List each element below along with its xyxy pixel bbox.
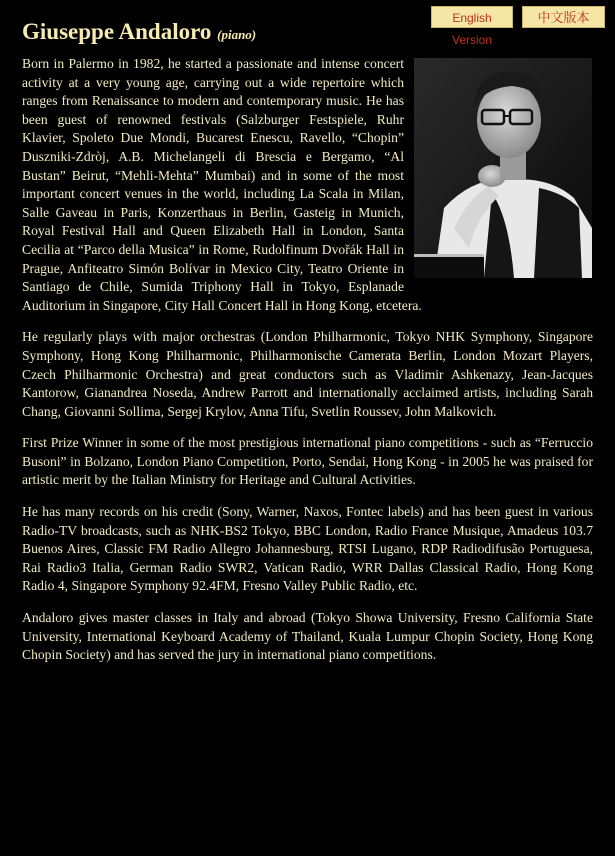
bio-paragraph-4: He has many records on his credit (Sony, Warner, Naxos, Fontec labels) and has been guest in various Radio-TV broadcasts, such as NHK-BS2 Tokyo, BBC London, Radio France Musique, Amadeus 103.7 Buenos Aires, Classic FM Radio Allegro Johannesburg, RTSI Lugano, RDP Radiodifusão Portuguesa, Rai Radio3 Italia, German Radio SWR2, Vatican Radio, WRR Dallas Classical Radio, Hong Kong Radio 4, Singapore Symphony 92.4FM, Fresno Valley Public Radio, etc. [22, 504, 593, 594]
english-version-button[interactable]: English Version [431, 6, 513, 28]
artist-photo [414, 58, 592, 278]
biography [22, 55, 593, 678]
bio-paragraph-1: Born in Palermo in 1982, he started a passionate and intense concert activity at a very young age, carrying out a wide repertoire which ranges from Renaissance to modern and contemporary music. He has been guest of renowned festivals (Salzburger Festspiele, Ruhr Klavier, Spoleto Due Mondi, Bucarest Enescu, Ravello, “Chopin” Duszniki-Zdròj, A.B. Michelangeli di Brescia e Bergamo, “Al Bustan” Beirut, “Mehli-Mehta” Mumbai) and in some of the most important concert venues in the world, including La Scala in Milan, Salle Gaveau in Paris, Konzerthaus in Berlin, Gasteig in Munich, Royal Festival Hall and Queen Elizabeth Hall in London, Santa Cecilia at “Parco della Musica” in Rome, Rudolfinum Dvořák Hall in Prague, Anfiteatro Simón Bolívar in Mexico City, Teatro Oriente in Santiago de Chile, Sumida Triphony Hall in Tokyo, Esplanade Auditorium in Singapore, City Hall Concert Hall in Hong Kong, etcetera. [22, 56, 422, 313]
portrait-image [414, 58, 592, 278]
bio-paragraph-3: First Prize Winner in some of the most prestigious international piano competitions - such as “Ferruccio Busoni” in Bolzano, London Piano Competition, Porto, Sendai, Hong Kong - in 2005 he was praised for artistic merit by the Italian Ministry for Heritage and Cultural Activities. [22, 435, 593, 488]
artist-name: Giuseppe Andaloro [22, 19, 212, 44]
page-title [22, 19, 256, 45]
bio-paragraph-2: He regularly plays with major orchestras (London Philharmonic, Tokyo NHK Symphony, Singapore Symphony, Hong Kong Philharmonic, Philharmonische Camerata Berlin, London Mozart Players, Czech Philharmonic Orchestra) and great conductors such as Vladimir Ashkenazy, Jean-Jacques Kantorow, Gianandrea Noseda, Andrew Parrott and internationally acclaimed artists, including Sarah Chang, Giovanni Sollima, Sergej Krylov, Anna Tifu, Svetlin Roussev, John Malkovich. [22, 329, 593, 419]
chinese-version-button[interactable]: 中文版本 [522, 6, 605, 28]
bio-paragraph-5: Andaloro gives master classes in Italy and abroad (Tokyo Showa University, Fresno California State University, International Keyboard Academy of Thailand, Kuala Lumpur Chopin Society, Hong Kong Chopin Society) and has served the jury in international piano competitions. [22, 610, 593, 663]
artist-role: (piano) [217, 27, 257, 42]
